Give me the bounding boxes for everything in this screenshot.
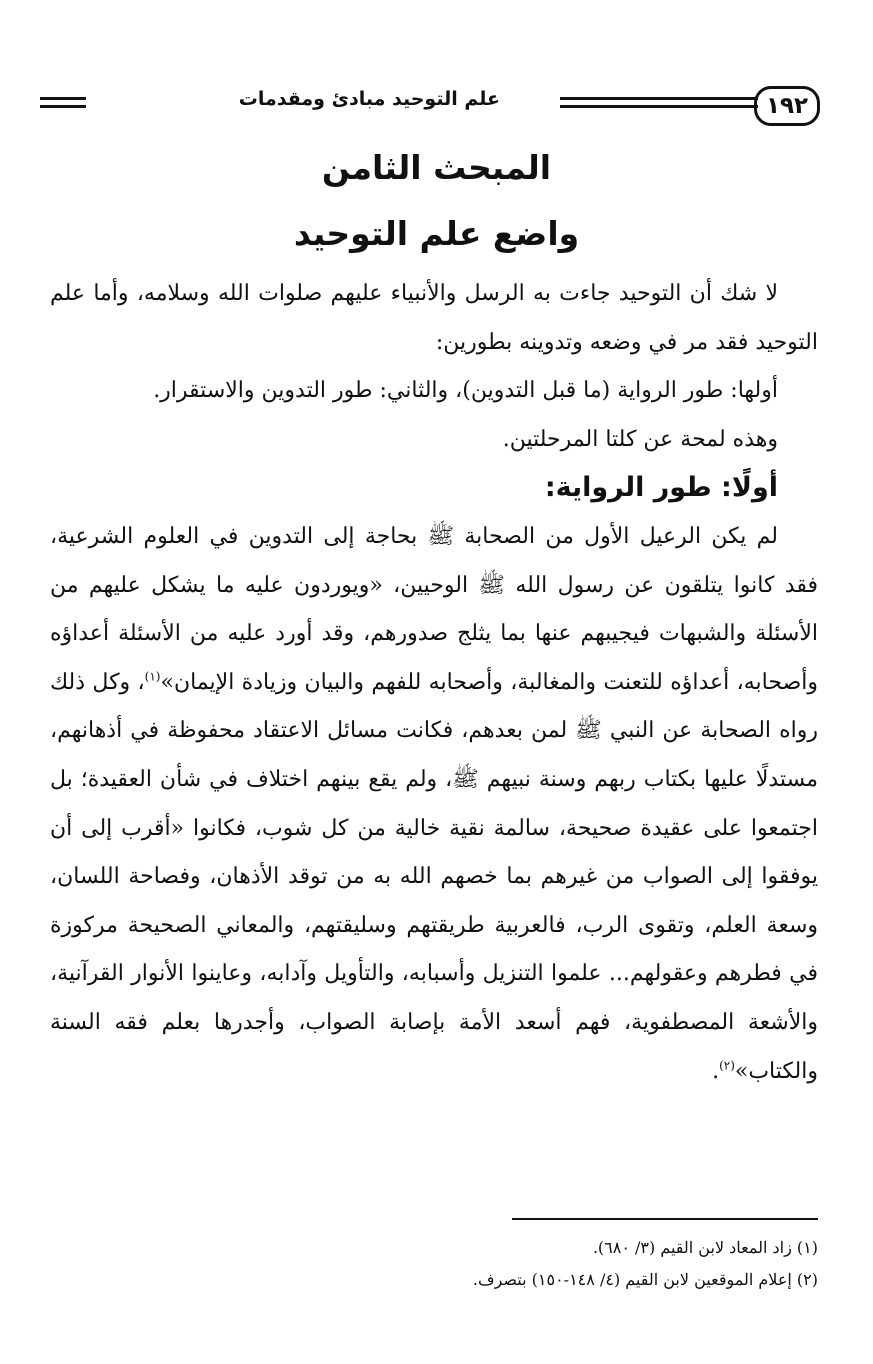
paragraph-main	[50, 513, 818, 1096]
main-text-part-1: لم يكن الرعيل الأول من الصحابة ﷺ بحاجة إلى التدوين في العلوم الشرعية، فقد كانوا يتلقون عن رسول الله ﷺ الوحيين، «ويوردون عليه ما يشكل عليهم من الأسئلة والشبهات فيجيبهم عنها بما يثلج صدورهم، وقد أورد عليه من الأسئلة أعداؤه وأصحابه، أعداؤه للتعنت والمغالبة، وأصحابه للفهم والبيان وزيادة الإيمان»	[50, 523, 818, 695]
main-text-part-2: ، وكل ذلك رواه الصحابة عن النبي ﷺ لمن بعدهم، فكانت مسائل الاعتقاد محفوظة في أذهانهم، مستدلًا عليها بكتاب ربهم وسنة نبيهم ﷺ، ولم يقع بينهم اختلاف في شأن العقيدة؛ بل اجتمعوا على عقيدة صحيحة، سالمة نقية خالية من كل شوب، فكانوا «أقرب إلى أن يوفقوا إلى الصواب من غيرهم بما خصهم الله به من توقد الأذهان، وفصاحة اللسان، وسعة العلم، وتقوى الرب، فالعربية طريقتهم وسليقتهم، والمعاني الصحيحة مركوزة في فطرهم وعقولهم... علموا التنزيل وأسبابه، والتأويل وآدابه، وعاينوا الأنوار القرآنية، والأشعة المصطفوية، فهم أسعد الأمة بإصابة الصواب، وأجدرها بعلم فقه السنة والكتاب»	[50, 669, 819, 1084]
footnote-ref-1: (١)	[144, 669, 161, 684]
running-header	[40, 86, 820, 132]
paragraph-overview: وهذه لمحة عن كلتا المرحلتين.	[502, 426, 778, 452]
paragraph-stages: أولها: طور الرواية (ما قبل التدوين)، والثاني: طور التدوين والاستقرار.	[153, 378, 778, 404]
footnote-2: (٢) إعلام الموقعين لابن القيم (٤/ ١٤٨-١٥٠) بتصرف.	[472, 1270, 818, 1289]
footnote-ref-2: (٢)	[719, 1058, 735, 1073]
footnote-1: (١) زاد المعاد لابن القيم (٣/ ٦٨٠).	[592, 1238, 818, 1257]
page-number: ١٩٢	[754, 86, 820, 126]
header-rule-long	[560, 97, 758, 108]
body-text	[50, 270, 818, 1096]
header-rule-short	[40, 97, 86, 108]
paragraph-intro: لا شك أن التوحيد جاءت به الرسل والأنبياء عليهم صلوات الله وسلامه، وأما علم التوحيد فقد مر في وضعه وتدوينه بطورين:	[50, 281, 818, 355]
footnote-separator	[512, 1218, 818, 1220]
chapter-title: المبحث الثامن	[321, 148, 552, 187]
main-text-end: .	[712, 1058, 720, 1084]
footnotes	[50, 1232, 818, 1296]
section-heading: أولًا: طور الرواية:	[544, 472, 778, 504]
book-title: علم التوحيد مبادئ ومقدمات	[238, 88, 500, 110]
chapter-subtitle: واضع علم التوحيد	[293, 214, 580, 253]
